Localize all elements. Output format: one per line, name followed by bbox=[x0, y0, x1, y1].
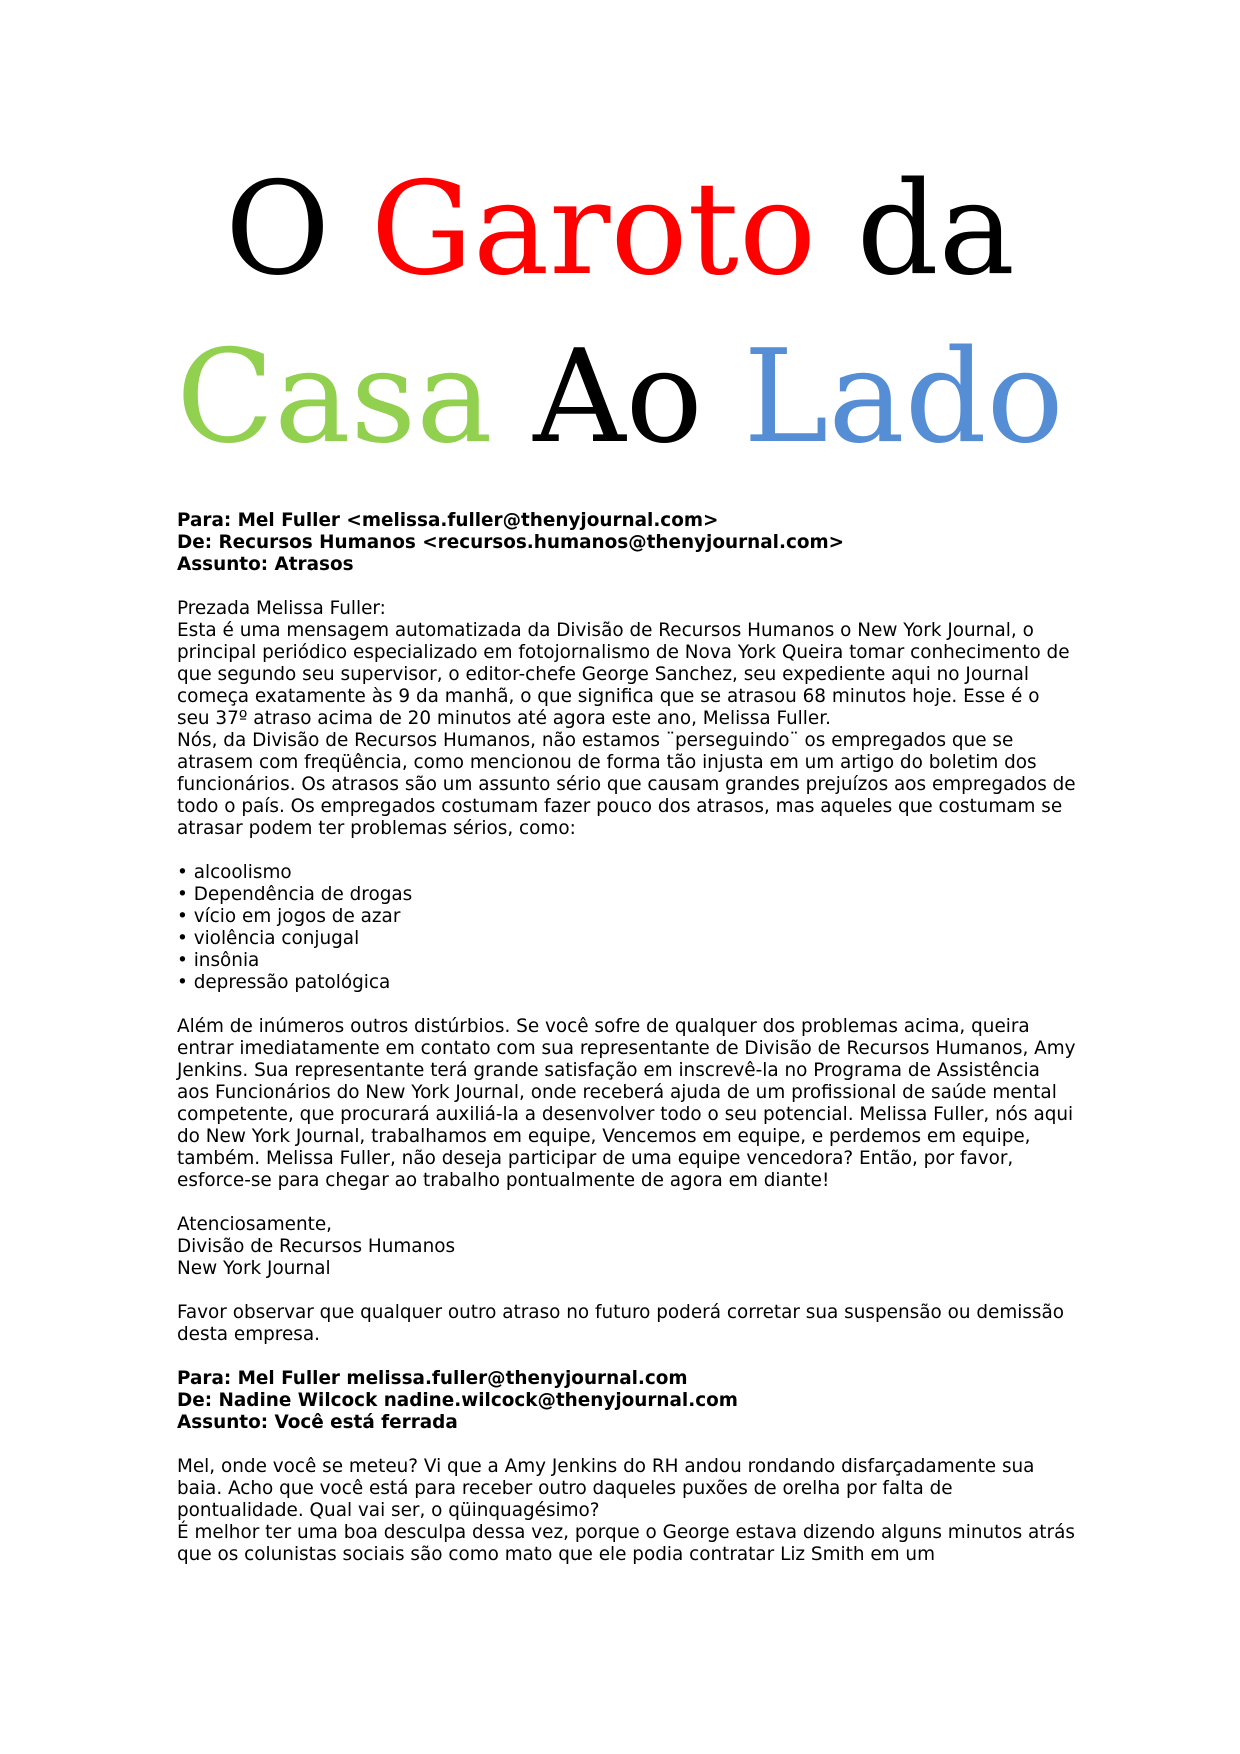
problems-list bbox=[177, 862, 1077, 994]
email-paragraph: Mel, onde você se meteu? Vi que a Amy Jenkins do RH andou rondando disfarçadamente sua baia. Acho que você está para receber outro daqueles puxões de orelha por falta de pontualidade. Qual vai ser, o qüinquagésimo? bbox=[177, 1456, 1035, 1521]
email-paragraph: Nós, da Divisão de Recursos Humanos, não estamos ¨perseguindo¨ os empregados que se atrasem com freqüência, como mencionou de forma tão injusta em um artigo do boletim dos funcionários. Os atrasos são um assunto sério que causam grandes prejuízos aos empregados de todo o país. Os empregados costumam fazer pouco dos atrasos, mas aqueles que costumam se atrasar podem ter problemas sérios, como: bbox=[177, 730, 1076, 839]
email-to: Para: Mel Fuller <melissa.fuller@thenyjournal.com> bbox=[177, 510, 719, 531]
title-line-2 bbox=[0, 318, 1240, 478]
signature-line: Divisão de Recursos Humanos bbox=[177, 1236, 456, 1257]
signature-line: New York Journal bbox=[177, 1258, 331, 1279]
email-1 bbox=[177, 510, 1077, 1346]
title-line-1 bbox=[0, 150, 1240, 310]
list-item: • insônia bbox=[177, 950, 260, 971]
document-body bbox=[177, 510, 1077, 1566]
email-paragraph: Esta é uma mensagem automatizada da Divisão de Recursos Humanos o New York Journal, o principal periódico especializado em fotojornalismo de Nova York Queira tomar conhecimento de que segundo seu supervisor, o editor-chefe George Sanchez, seu expediente aqui no Journal começa exatamente às 9 da manhã, o que significa que se atrasou 68 minutos hoje. Esse é o seu 37º atraso acima de 20 minutos até agora este ano, Melissa Fuller. bbox=[177, 620, 1070, 729]
email-subject: Assunto: Atrasos bbox=[177, 554, 354, 575]
title-word: da bbox=[856, 155, 1015, 304]
email-paragraph: É melhor ter uma boa desculpa dessa vez, porque o George estava dizendo alguns minutos atrás que os colunistas sociais são como mato que ele podia contratar Liz Smith em um bbox=[177, 1522, 1075, 1565]
title-word: O bbox=[225, 155, 330, 304]
title-word: Garoto bbox=[370, 155, 816, 304]
list-item: • vício em jogos de azar bbox=[177, 906, 401, 927]
email-from: De: Recursos Humanos <recursos.humanos@thenyjournal.com> bbox=[177, 532, 845, 553]
email-to: Para: Mel Fuller melissa.fuller@thenyjournal.com bbox=[177, 1368, 688, 1389]
email-header bbox=[177, 510, 1077, 576]
list-item: • depressão patológica bbox=[177, 972, 391, 993]
title-word: Casa bbox=[176, 323, 493, 472]
email-header bbox=[177, 1368, 1077, 1434]
email-subject: Assunto: Você está ferrada bbox=[177, 1412, 458, 1433]
email-greeting: Prezada Melissa Fuller: bbox=[177, 598, 386, 619]
closing: Atenciosamente, bbox=[177, 1214, 333, 1235]
email-signature bbox=[177, 1214, 1077, 1280]
list-item: • Dependência de drogas bbox=[177, 884, 413, 905]
email-2 bbox=[177, 1368, 1077, 1566]
title-word: Lado bbox=[743, 323, 1064, 472]
list-item: • alcoolismo bbox=[177, 862, 292, 883]
list-item: • violência conjugal bbox=[177, 928, 360, 949]
email-from: De: Nadine Wilcock nadine.wilcock@thenyjournal.com bbox=[177, 1390, 738, 1411]
title-word: Ao bbox=[533, 323, 703, 472]
email-note: Favor observar que qualquer outro atraso no futuro poderá corretar sua suspensão ou demissão desta empresa. bbox=[177, 1302, 1065, 1345]
email-paragraph: Além de inúmeros outros distúrbios. Se você sofre de qualquer dos problemas acima, queira entrar imediatamente em contato com sua representante de Divisão de Recursos Humanos, Amy Jenkins. Sua representante terá grande satisfação em inscrevê-la no Programa de Assistência aos Funcionários do New York Journal, onde receberá ajuda de um profissional de saúde mental competente, que procurará auxiliá-la a desenvolver todo o seu potencial. Melissa Fuller, nós aqui do New York Journal, trabalhamos em equipe, Vencemos em equipe, e perdemos em equipe, também. Melissa Fuller, não deseja participar de uma equipe vencedora? Então, por favor, esforce-se para chegar ao trabalho pontualmente de agora em diante! bbox=[177, 1016, 1076, 1191]
